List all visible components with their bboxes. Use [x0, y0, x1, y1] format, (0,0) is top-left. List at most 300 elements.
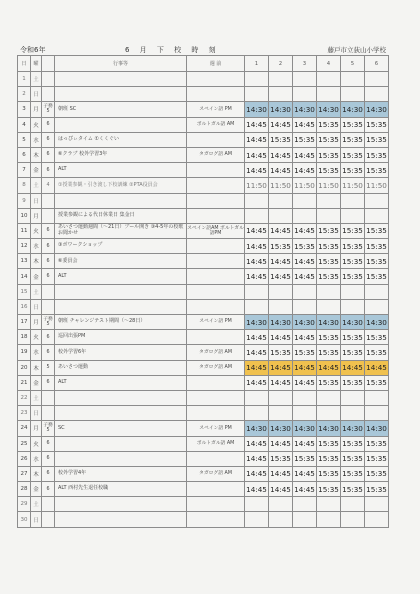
language-schedule-cell — [187, 208, 245, 223]
language-schedule-cell — [187, 406, 245, 421]
day-cell: 17 — [18, 315, 31, 330]
language-schedule-cell — [187, 163, 245, 178]
day-cell: 27 — [18, 466, 31, 481]
weekday-cell: 日 — [31, 87, 42, 102]
day-cell: 3 — [18, 102, 31, 117]
dismissal-time-grade-5: 15:35 — [341, 345, 365, 360]
dismissal-time-grade-1: 14:45 — [245, 147, 269, 162]
language-schedule-cell: スペイン語 PM — [187, 421, 245, 436]
dismissal-time-grade-1: 14:45 — [245, 451, 269, 466]
dismissal-time-grade-1 — [245, 208, 269, 223]
dismissal-time-grade-3: 11:50 — [293, 178, 317, 193]
event-note-cell: ALT — [55, 163, 187, 178]
day-cell: 22 — [18, 390, 31, 405]
dismissal-time-grade-3: 14:30 — [293, 315, 317, 330]
language-schedule-cell: ポルトガル語 AM — [187, 436, 245, 451]
day-cell: 26 — [18, 451, 31, 466]
dismissal-time-grade-1: 14:45 — [245, 132, 269, 147]
dismissal-time-grade-2 — [269, 390, 293, 405]
table-row — [18, 451, 389, 466]
dismissal-time-grade-1 — [245, 193, 269, 208]
dismissal-time-grade-2: 14:45 — [269, 223, 293, 238]
col-header-day: 日 — [18, 56, 31, 72]
dismissal-time-grade-2 — [269, 284, 293, 299]
dismissal-time-grade-3: 14:45 — [293, 223, 317, 238]
mark-cell: 子務 5 — [42, 315, 55, 330]
mark-cell — [42, 193, 55, 208]
dismissal-time-grade-2 — [269, 299, 293, 314]
day-cell: 13 — [18, 254, 31, 269]
event-note-cell: ⑥委員会 — [55, 254, 187, 269]
weekday-cell: 月 — [31, 102, 42, 117]
table-row — [18, 482, 389, 497]
dismissal-time-grade-1: 14:30 — [245, 315, 269, 330]
event-note-cell — [55, 497, 187, 512]
weekday-cell: 火 — [31, 436, 42, 451]
table-row — [18, 117, 389, 132]
dismissal-time-grade-6: 15:35 — [365, 132, 389, 147]
dismissal-time-grade-1: 14:45 — [245, 436, 269, 451]
dismissal-time-grade-5: 15:35 — [341, 239, 365, 254]
event-note-cell: 授業参観による代日休業日 集金日 — [55, 208, 187, 223]
dismissal-time-grade-1: 14:45 — [245, 466, 269, 481]
event-note-cell — [55, 72, 187, 87]
dismissal-time-grade-5: 15:35 — [341, 117, 365, 132]
weekday-cell: 火 — [31, 330, 42, 345]
event-note-cell — [55, 406, 187, 421]
dismissal-time-grade-3 — [293, 406, 317, 421]
dismissal-time-grade-2: 14:45 — [269, 254, 293, 269]
language-schedule-cell — [187, 482, 245, 497]
dismissal-time-grade-1 — [245, 72, 269, 87]
weekday-cell: 金 — [31, 482, 42, 497]
header-row — [18, 56, 389, 72]
dismissal-time-grade-1: 14:45 — [245, 254, 269, 269]
dismissal-time-grade-3: 15:35 — [293, 451, 317, 466]
dismissal-time-grade-2: 14:30 — [269, 421, 293, 436]
language-schedule-cell — [187, 451, 245, 466]
dismissal-time-grade-6: 14:30 — [365, 315, 389, 330]
dismissal-time-grade-4 — [317, 72, 341, 87]
mark-cell — [42, 390, 55, 405]
dismissal-time-grade-2: 14:30 — [269, 315, 293, 330]
dismissal-time-grade-6 — [365, 497, 389, 512]
dismissal-time-grade-2 — [269, 193, 293, 208]
dismissal-time-grade-5: 15:35 — [341, 466, 365, 481]
weekday-cell: 月 — [31, 208, 42, 223]
dismissal-time-grade-3: 14:45 — [293, 375, 317, 390]
table-row — [18, 193, 389, 208]
col-header-grade-3: 3 — [293, 56, 317, 72]
table-row — [18, 375, 389, 390]
mark-cell: 6 — [42, 254, 55, 269]
dismissal-time-grade-4: 15:35 — [317, 330, 341, 345]
dismissal-time-grade-4: 15:35 — [317, 482, 341, 497]
table-row — [18, 284, 389, 299]
dismissal-time-grade-6: 15:35 — [365, 117, 389, 132]
table-row — [18, 132, 389, 147]
language-schedule-cell — [187, 497, 245, 512]
dismissal-time-grade-1: 14:30 — [245, 421, 269, 436]
dismissal-time-grade-6 — [365, 406, 389, 421]
dismissal-time-grade-1: 14:45 — [245, 345, 269, 360]
language-schedule-cell — [187, 87, 245, 102]
event-note-cell — [55, 87, 187, 102]
event-note-cell: SC — [55, 421, 187, 436]
dismissal-time-grade-1: 14:45 — [245, 482, 269, 497]
dismissal-time-grade-6 — [365, 512, 389, 527]
dismissal-time-grade-5 — [341, 497, 365, 512]
mark-cell: 6 — [42, 163, 55, 178]
schedule-sheet — [17, 42, 388, 528]
dismissal-time-grade-6: 15:35 — [365, 482, 389, 497]
table-row — [18, 269, 389, 284]
event-note-cell: ⑥クラブ 校外学習3年 — [55, 147, 187, 162]
dismissal-time-grade-2: 15:35 — [269, 239, 293, 254]
mark-cell: 6 — [42, 269, 55, 284]
dismissal-time-grade-2: 15:35 — [269, 345, 293, 360]
dismissal-time-grade-3 — [293, 87, 317, 102]
table-row — [18, 299, 389, 314]
dismissal-time-grade-5: 14:30 — [341, 315, 365, 330]
weekday-cell: 土 — [31, 284, 42, 299]
language-schedule-cell — [187, 299, 245, 314]
dismissal-time-grade-4: 15:35 — [317, 269, 341, 284]
dismissal-time-grade-3: 15:35 — [293, 132, 317, 147]
dismissal-time-grade-4: 15:35 — [317, 375, 341, 390]
dismissal-time-grade-3: 14:45 — [293, 436, 317, 451]
table-row — [18, 390, 389, 405]
dismissal-time-grade-5 — [341, 390, 365, 405]
dismissal-time-grade-3 — [293, 284, 317, 299]
dismissal-time-grade-3 — [293, 497, 317, 512]
table-row — [18, 345, 389, 360]
dismissal-time-grade-3: 14:30 — [293, 102, 317, 117]
table-row — [18, 254, 389, 269]
language-schedule-cell — [187, 254, 245, 269]
mark-cell — [42, 497, 55, 512]
dismissal-time-grade-1: 14:45 — [245, 163, 269, 178]
language-schedule-cell — [187, 239, 245, 254]
dismissal-time-grade-5: 14:45 — [341, 360, 365, 375]
dismissal-time-grade-3 — [293, 72, 317, 87]
mark-cell — [42, 512, 55, 527]
dismissal-time-grade-6: 15:35 — [365, 345, 389, 360]
table-row — [18, 147, 389, 162]
mark-cell: 6 — [42, 132, 55, 147]
dismissal-time-grade-5: 15:35 — [341, 451, 365, 466]
language-schedule-cell — [187, 284, 245, 299]
dismissal-time-grade-1: 14:45 — [245, 360, 269, 375]
table-row — [18, 512, 389, 527]
language-schedule-cell: タガログ語 AM — [187, 147, 245, 162]
language-schedule-cell — [187, 178, 245, 193]
dismissal-time-grade-1: 14:30 — [245, 102, 269, 117]
day-cell: 25 — [18, 436, 31, 451]
table-row — [18, 87, 389, 102]
dismissal-time-grade-1: 14:45 — [245, 117, 269, 132]
weekday-cell: 金 — [31, 375, 42, 390]
dismissal-time-grade-2: 14:45 — [269, 482, 293, 497]
mark-cell: 子務 5 — [42, 421, 55, 436]
event-note-cell — [55, 512, 187, 527]
day-cell: 12 — [18, 239, 31, 254]
event-note-cell: ③ボワークショップ — [55, 239, 187, 254]
event-note-cell — [55, 436, 187, 451]
weekday-cell: 水 — [31, 239, 42, 254]
weekday-cell: 日 — [31, 512, 42, 527]
table-row — [18, 421, 389, 436]
event-note-cell — [55, 451, 187, 466]
day-cell: 18 — [18, 330, 31, 345]
dismissal-time-grade-2: 14:45 — [269, 466, 293, 481]
dismissal-time-grade-2: 14:45 — [269, 147, 293, 162]
dismissal-time-grade-4: 15:35 — [317, 254, 341, 269]
dismissal-time-grade-4: 15:35 — [317, 147, 341, 162]
col-header-grade-1: 1 — [245, 56, 269, 72]
weekday-cell: 月 — [31, 421, 42, 436]
event-note-cell: あいさつ運動週間（〜21日）プール開き ③4-5年の校歌お聞かせ — [55, 223, 187, 238]
dismissal-time-grade-4 — [317, 284, 341, 299]
day-cell: 28 — [18, 482, 31, 497]
event-note-cell: 校外学習6年 — [55, 345, 187, 360]
weekday-cell: 金 — [31, 163, 42, 178]
weekday-cell: 月 — [31, 315, 42, 330]
dismissal-time-grade-2: 14:45 — [269, 375, 293, 390]
dismissal-time-grade-6: 11:50 — [365, 178, 389, 193]
language-schedule-cell: タガログ語 AM — [187, 360, 245, 375]
dismissal-time-grade-4: 14:30 — [317, 421, 341, 436]
dismissal-time-grade-2 — [269, 512, 293, 527]
dismissal-time-grade-3 — [293, 390, 317, 405]
col-header-weekday: 曜 — [31, 56, 42, 72]
language-schedule-cell: ポルトガル語 AM — [187, 117, 245, 132]
dismissal-table — [17, 55, 389, 528]
table-row — [18, 360, 389, 375]
dismissal-time-grade-5 — [341, 208, 365, 223]
day-cell: 6 — [18, 147, 31, 162]
event-note-cell: 巡回出張PM — [55, 330, 187, 345]
dismissal-time-grade-2: 15:35 — [269, 451, 293, 466]
weekday-cell: 日 — [31, 406, 42, 421]
mark-cell: 6 — [42, 466, 55, 481]
dismissal-time-grade-1 — [245, 390, 269, 405]
dismissal-time-grade-6: 15:35 — [365, 451, 389, 466]
sheet-header — [17, 42, 388, 55]
dismissal-time-grade-5: 15:35 — [341, 375, 365, 390]
dismissal-time-grade-2: 11:50 — [269, 178, 293, 193]
day-cell: 7 — [18, 163, 31, 178]
language-schedule-cell — [187, 330, 245, 345]
dismissal-time-grade-5: 15:35 — [341, 163, 365, 178]
dismissal-time-grade-4: 15:35 — [317, 117, 341, 132]
event-note-cell: はっぴぃタイム ①くくぐい — [55, 132, 187, 147]
weekday-cell: 木 — [31, 360, 42, 375]
dismissal-time-grade-1: 14:45 — [245, 239, 269, 254]
day-cell: 15 — [18, 284, 31, 299]
dismissal-time-grade-6 — [365, 193, 389, 208]
event-note-cell — [55, 193, 187, 208]
mark-cell — [42, 406, 55, 421]
dismissal-time-grade-4: 15:35 — [317, 239, 341, 254]
language-schedule-cell — [187, 512, 245, 527]
dismissal-time-grade-1 — [245, 87, 269, 102]
dismissal-time-grade-5 — [341, 193, 365, 208]
dismissal-time-grade-5 — [341, 406, 365, 421]
dismissal-time-grade-1 — [245, 299, 269, 314]
table-row — [18, 239, 389, 254]
day-cell: 1 — [18, 72, 31, 87]
dismissal-time-grade-1: 14:45 — [245, 375, 269, 390]
event-note-cell: 校外学習4年 — [55, 466, 187, 481]
language-schedule-cell — [187, 390, 245, 405]
dismissal-time-grade-4: 14:45 — [317, 360, 341, 375]
dismissal-time-grade-2 — [269, 208, 293, 223]
table-row — [18, 466, 389, 481]
mark-cell: 6 — [42, 117, 55, 132]
table-row — [18, 436, 389, 451]
dismissal-time-grade-4: 15:35 — [317, 132, 341, 147]
event-note-cell — [55, 117, 187, 132]
mark-cell: 6 — [42, 375, 55, 390]
dismissal-time-grade-1 — [245, 497, 269, 512]
dismissal-time-grade-2 — [269, 87, 293, 102]
language-schedule-cell: タガログ語 AM — [187, 345, 245, 360]
col-header-grade-2: 2 — [269, 56, 293, 72]
dismissal-time-grade-2: 14:45 — [269, 163, 293, 178]
event-note-cell: 朝班 SC — [55, 102, 187, 117]
dismissal-time-grade-5: 15:35 — [341, 330, 365, 345]
dismissal-time-grade-6 — [365, 87, 389, 102]
page-title: 6 月 下 校 時 刻 — [125, 46, 220, 54]
mark-cell: 6 — [42, 436, 55, 451]
weekday-cell: 水 — [31, 451, 42, 466]
dismissal-time-grade-3: 15:35 — [293, 345, 317, 360]
day-cell: 20 — [18, 360, 31, 375]
dismissal-time-grade-5: 15:35 — [341, 436, 365, 451]
weekday-cell: 木 — [31, 466, 42, 481]
weekday-cell: 土 — [31, 178, 42, 193]
dismissal-time-grade-6: 14:30 — [365, 421, 389, 436]
table-row — [18, 208, 389, 223]
table-row — [18, 315, 389, 330]
dismissal-time-grade-5: 11:50 — [341, 178, 365, 193]
dismissal-time-grade-6: 15:35 — [365, 375, 389, 390]
dismissal-time-grade-2: 14:45 — [269, 330, 293, 345]
dismissal-time-grade-5: 14:30 — [341, 102, 365, 117]
dismissal-time-grade-1: 14:45 — [245, 330, 269, 345]
dismissal-time-grade-6: 15:35 — [365, 239, 389, 254]
dismissal-time-grade-1 — [245, 512, 269, 527]
dismissal-time-grade-3: 14:45 — [293, 269, 317, 284]
dismissal-time-grade-2 — [269, 72, 293, 87]
table-body — [18, 72, 389, 528]
weekday-cell: 日 — [31, 193, 42, 208]
table-row — [18, 163, 389, 178]
dismissal-time-grade-5 — [341, 72, 365, 87]
event-note-cell — [55, 390, 187, 405]
dismissal-time-grade-2: 14:45 — [269, 117, 293, 132]
table-row — [18, 178, 389, 193]
dismissal-time-grade-6: 15:35 — [365, 163, 389, 178]
dismissal-time-grade-6: 15:35 — [365, 466, 389, 481]
dismissal-time-grade-3: 14:45 — [293, 360, 317, 375]
day-cell: 16 — [18, 299, 31, 314]
language-schedule-cell — [187, 193, 245, 208]
dismissal-time-grade-6: 15:35 — [365, 254, 389, 269]
language-schedule-cell: タガログ語 AM — [187, 466, 245, 481]
weekday-cell: 金 — [31, 269, 42, 284]
dismissal-time-grade-5 — [341, 299, 365, 314]
dismissal-time-grade-2: 14:30 — [269, 102, 293, 117]
dismissal-time-grade-3 — [293, 208, 317, 223]
mark-cell: 5 — [42, 360, 55, 375]
dismissal-time-grade-5: 15:35 — [341, 269, 365, 284]
dismissal-time-grade-5: 15:35 — [341, 147, 365, 162]
dismissal-time-grade-5: 15:35 — [341, 132, 365, 147]
weekday-cell: 水 — [31, 132, 42, 147]
dismissal-time-grade-3: 14:45 — [293, 163, 317, 178]
table-row — [18, 497, 389, 512]
language-schedule-cell — [187, 132, 245, 147]
school-name: 藤戸市立荻山小学校 — [327, 46, 386, 54]
dismissal-time-grade-4 — [317, 497, 341, 512]
mark-cell — [42, 72, 55, 87]
era-label: 令和6年 — [20, 46, 46, 54]
dismissal-time-grade-3: 14:45 — [293, 117, 317, 132]
dismissal-time-grade-4 — [317, 512, 341, 527]
dismissal-time-grade-3 — [293, 299, 317, 314]
col-header-events: 行事等 — [55, 56, 187, 72]
weekday-cell: 火 — [31, 223, 42, 238]
dismissal-time-grade-2: 14:45 — [269, 436, 293, 451]
event-note-cell — [55, 299, 187, 314]
day-cell: 14 — [18, 269, 31, 284]
weekday-cell: 火 — [31, 117, 42, 132]
dismissal-time-grade-5 — [341, 512, 365, 527]
day-cell: 11 — [18, 223, 31, 238]
dismissal-time-grade-3: 14:45 — [293, 254, 317, 269]
dismissal-time-grade-4: 15:35 — [317, 345, 341, 360]
dismissal-time-grade-3: 14:30 — [293, 421, 317, 436]
dismissal-time-grade-3 — [293, 193, 317, 208]
dismissal-time-grade-1 — [245, 284, 269, 299]
dismissal-time-grade-6: 14:30 — [365, 102, 389, 117]
table-row — [18, 72, 389, 87]
dismissal-time-grade-4 — [317, 87, 341, 102]
dismissal-time-grade-1: 14:45 — [245, 223, 269, 238]
dismissal-time-grade-1: 11:50 — [245, 178, 269, 193]
dismissal-time-grade-4: 14:30 — [317, 315, 341, 330]
day-cell: 30 — [18, 512, 31, 527]
day-cell: 8 — [18, 178, 31, 193]
weekday-cell: 水 — [31, 345, 42, 360]
dismissal-time-grade-3: 14:45 — [293, 482, 317, 497]
mark-cell — [42, 208, 55, 223]
weekday-cell: 土 — [31, 390, 42, 405]
language-schedule-cell: スペイン語AM ポルトガル語PM — [187, 223, 245, 238]
dismissal-time-grade-5 — [341, 284, 365, 299]
weekday-cell: 土 — [31, 497, 42, 512]
day-cell: 2 — [18, 87, 31, 102]
dismissal-time-grade-6 — [365, 299, 389, 314]
day-cell: 10 — [18, 208, 31, 223]
dismissal-time-grade-4: 15:35 — [317, 223, 341, 238]
event-note-cell: あいさつ運動 — [55, 360, 187, 375]
col-header-mark — [42, 56, 55, 72]
day-cell: 21 — [18, 375, 31, 390]
language-schedule-cell: スペイン語 PM — [187, 102, 245, 117]
